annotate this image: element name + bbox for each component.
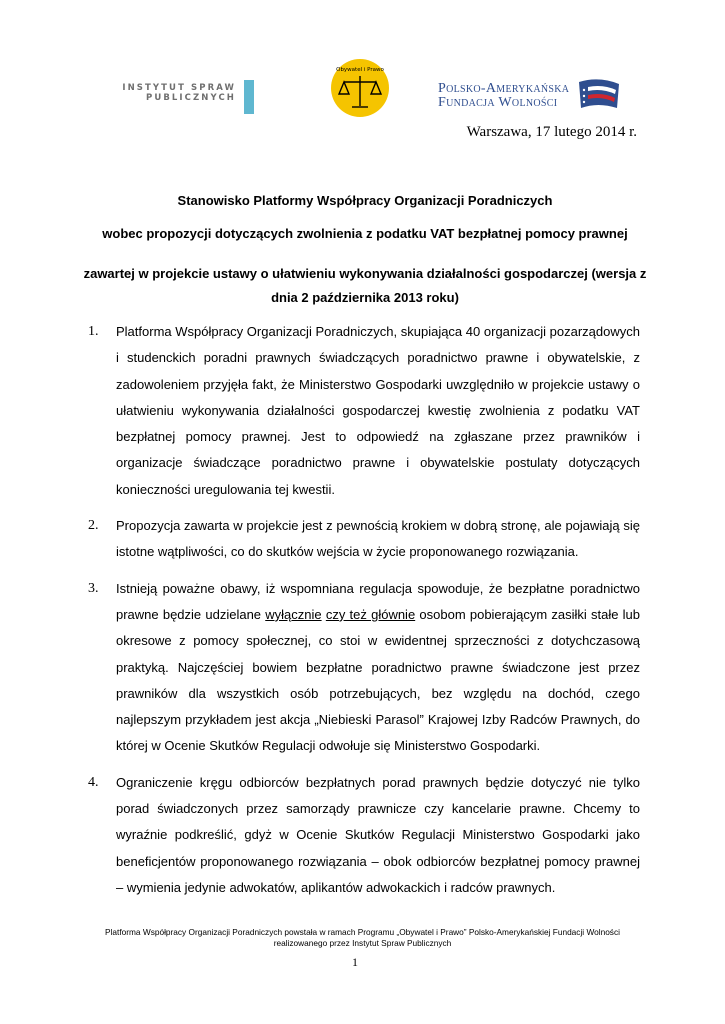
title-line-2: wobec propozycji dotyczących zwolnienia z podatku VAT bezpłatnej pomocy prawnej <box>102 226 628 241</box>
title-line-1: Stanowisko Platformy Współpracy Organizacji Poradniczych <box>177 193 553 208</box>
underlined-word: wyłącznie <box>265 606 322 622</box>
obywatel-i-prawo-logo <box>330 58 390 118</box>
item-text: Platforma Współpracy Organizacji Poradniczych, skupiająca 40 organizacji pozarządowych i studenckich poradni prawnych świadczących poradnictwo prawne i obywatelskie, z zadowoleniem przyjęła fakt, że Ministerstwo Gospodarki uwzględniło w projekcie ustawy o ułatwieniu wykonywania działalności gospodarczej kwestię zwolnienia z podatku VAT bezpłatnej pomocy prawnej. Jest to odpowiedź na zgłaszane przez prawników i organizacje świadczące poradnictwo prawne i obywatelskie postulaty dotyczących konieczności uregulowania tej kwestii. <box>116 324 640 497</box>
oip-text: Obywatel i Prawo <box>336 67 384 73</box>
flag-icon <box>576 78 622 114</box>
item-number: 2. <box>88 518 99 534</box>
document-date: Warszawa, 17 lutego 2014 r. <box>466 124 637 140</box>
title-line-3: zawartej w projekcie ustawy o ułatwieniu wykonywania działalności gospodarczej (wersja z dnia 2 października 2013 roku) <box>83 266 647 305</box>
item-text: Istnieją poważne obawy, iż wspomniana regulacja spowoduje, że bezpłatne poradnictwo prawne będzie udzielane wyłącznie czy też głównie osobom pobierającym zasiłki stałe lub okresowe z pomocy społecznej, co stoi w ewidentnej sprzeczności z dotychczasową praktyką. Najczęściej bowiem bezpłatne poradnictwo prawne świadczone jest przez prawników dla wszystkich osób potrzebujących, bez względu na dochód, czego najlepszym przykładem jest akcja „Niebieski Parasol” Krajowej Izby Radców Prawnych, do której w Ocenie Skutków Regulacji odwołuje się Ministerstwo Gospodarki. <box>116 580 641 754</box>
pafw-logo <box>436 82 626 110</box>
item-number: 1. <box>88 324 99 339</box>
list-item <box>88 513 640 566</box>
page-number: 1 <box>352 955 358 969</box>
item-number: 4. <box>88 774 99 790</box>
numbered-list <box>88 319 640 911</box>
item-text: Ograniczenie kręgu odbiorców bezpłatnych porad prawnych będzie dotyczyć nie tylko porad świadczonych przez samorządy prawnicze czy kancelarie prawne. Chcemy to wyraźnie podkreślić, gdyż w Ocenie Skutków Regulacji Ministerstwo Gospodarki jako beneficjentów proponowanego rozwiązania – obok odbiorców bezpłatnej pomocy prawnej – wymienia jedynie adwokatów, aplikantów adwokackich i radców prawnych. <box>116 774 640 895</box>
list-item <box>88 319 640 503</box>
isp-accent-bar <box>244 80 254 114</box>
isp-logo-text: INSTYTUT SPRAW PUBLICZNYCH <box>122 83 236 103</box>
item-text: Propozycja zawarta w projekcie jest z pewnością krokiem w dobrą stronę, ale pojawiają się istotne wątpliwości, co do skutków wejścia w życie proponowanego rozwiązania. <box>116 518 640 560</box>
list-item <box>88 576 640 760</box>
underlined-phrase: czy też głównie <box>325 606 416 622</box>
isp-logo <box>108 80 258 114</box>
page-footer: Platforma Współpracy Organizacji Poradniczych powstała w ramach Programu „Obywatel i Prawo” Polsko-Amerykańskiej Fundacji Wolności realizowanego przez Instytut Spraw Publicznych <box>105 927 620 948</box>
item-number: 3. <box>88 580 99 596</box>
list-item <box>88 770 640 901</box>
pafw-logo-text: Polsko-Amerykańska Fundacja Wolności <box>438 81 570 110</box>
